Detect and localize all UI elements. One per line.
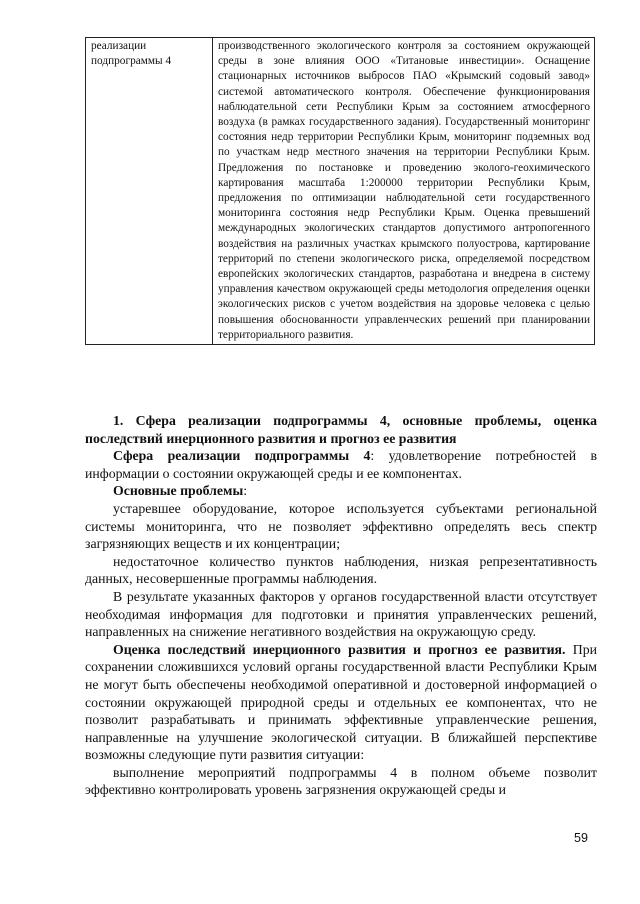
table-cell-content: производственного экологического контроля за состоянием окружающей среды в зоне влияния ООО «Титановые инвестиции». Оснащение стационарных источников выбросов ПАО «Крымский содовый завод» системой автоматического контроля. Обеспечение функционирования наблюдательной сети Республики Крым за состоянием атмосферного воздуха (в рамках государственного задания). Государственный мониторинг состояния недр территории Республики Крым, мониторинг подземных вод по участкам недр местного значения на территории Республики Крым. Предложения по постановке и проведению эколого-геохимического картирования масштаба 1:200000 территории Республики Крым, предложения по оптимизации наблюдательной сети государственного мониторинга состояния недр Республики Крым. Оценка превышений международных экологических стандартов допустимого антропогенного воздействия на различных участках крымского полуострова, картирование территорий по степени экологического риска, определяемой посредством европейских экологических стандартов, разработана и внедрена в систему управления качеством окружающей среды методология определения оценки экологических рисков с учетом воздействия на здоровье человека с целью повышения обоснованности управленческих решений при планировании территориального развития. <box>213 38 595 345</box>
page-number: 59 <box>574 831 588 845</box>
problems-label: Основные проблемы <box>113 483 244 499</box>
last-paragraph: выполнение мероприятий подпрограммы 4 в полном объеме позволит эффективно контролировать уровень загрязнения окружающей среды и <box>85 764 597 798</box>
assessment-label: Оценка последствий инерционного развития и прогноз ее развития. <box>113 641 566 657</box>
scope-paragraph <box>85 447 597 482</box>
consequence-paragraph: В результате указанных факторов у органов государственной власти отсутствует необходимая информация для подготовки и принятия управленческих решений, направленных на снижение негативного воздействия на окружающую среду. <box>85 588 597 640</box>
scope-text: : удовлетворение потребностей в информации о состоянии окружающей среды и ее компонентах. <box>85 448 598 481</box>
problem-1: устаревшее оборудование, которое используется субъектами региональной системы мониторинга, что не позволяет эффективно определять весь спектр загрязняющих веществ и их концентрации; <box>85 500 597 552</box>
problem-2: недостаточное количество пунктов наблюдения, низкая репрезентативность данных, несовершенные программы наблюдения. <box>85 553 597 587</box>
table-row <box>86 38 595 345</box>
section-heading: 1. Сфера реализации подпрограммы 4, основные проблемы, оценка последствий инерционного развития и прогноз ее развития <box>85 413 597 446</box>
table-cell-label: реализации подпрограммы 4 <box>86 38 213 345</box>
main-text <box>85 412 597 799</box>
program-table <box>85 37 595 345</box>
assessment-paragraph <box>85 641 597 764</box>
problems-colon: : <box>243 483 248 499</box>
scope-label: Сфера реализации подпрограммы 4 <box>113 448 371 464</box>
assessment-text: При сохранении сложившихся условий органы государственной власти Республики Крым не могут быть обеспечены необходимой оперативной и достоверной информацией о состоянии окружающей природной среды и отдельных ее компонентах, что не позволит разрабатывать и принимать эффективные управленческие решения, направленные на улучшение экологической ситуации. В ближайшей перспективе возможны следующие пути развития ситуации: <box>85 641 597 763</box>
problems-heading <box>85 482 597 500</box>
